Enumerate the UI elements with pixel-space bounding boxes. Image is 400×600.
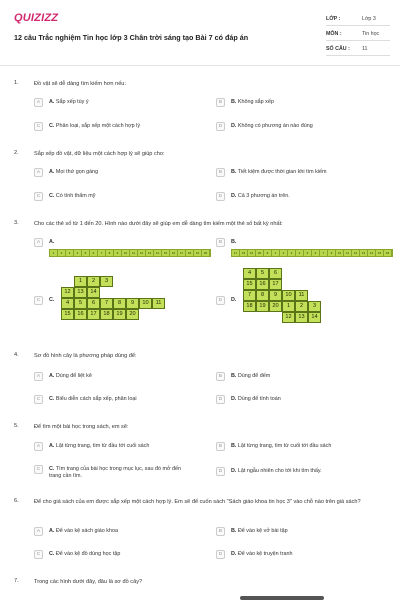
- question-text: Cho các thẻ số từ 1 đến 20. Hình nào dưới đây sẽ giúp em dễ dàng tìm kiếm một thẻ số bất kỳ nhất:: [34, 221, 283, 227]
- number-card: 17: [178, 250, 186, 256]
- option-label: A.: [49, 528, 55, 534]
- number-card: 14: [308, 312, 321, 323]
- option-label: D.: [231, 193, 237, 199]
- number-card: 9: [114, 250, 122, 256]
- worksheet-header: [0, 0, 400, 66]
- option-label: B.: [231, 443, 237, 449]
- option-letter: B: [216, 372, 225, 381]
- number-card: 1: [282, 301, 295, 312]
- meta-divider: [326, 55, 390, 56]
- number-card: 19: [256, 301, 269, 312]
- option-letter: C: [34, 395, 43, 404]
- meta-count-value: 11: [362, 46, 368, 52]
- option-label: A.: [49, 169, 55, 175]
- number-card: 19: [113, 309, 126, 320]
- number-card: 5: [256, 268, 269, 279]
- option-label: C.: [49, 396, 55, 402]
- number-card: 17: [87, 309, 100, 320]
- number-card: 19: [194, 250, 202, 256]
- number-card: 11: [295, 290, 308, 301]
- option-label: D.: [231, 396, 237, 402]
- option-text: Dùng để liệt kê: [55, 373, 92, 379]
- option-letter: C: [34, 296, 43, 305]
- option-text: Không sắp xếp: [237, 99, 274, 105]
- number-card: 20: [256, 250, 264, 256]
- option-text: Dùng để tính toán: [237, 396, 281, 402]
- option-letter: B: [216, 168, 225, 177]
- number-card: 1: [272, 250, 280, 256]
- option-letter: C: [34, 192, 43, 201]
- number-card: 20: [269, 301, 282, 312]
- number-card: 3: [288, 250, 296, 256]
- number-card: 16: [170, 250, 178, 256]
- number-card: 18: [384, 250, 392, 256]
- question-text: Để cho giá sách của em được sắp xếp một cách hợp lý. Em sẽ để cuốn sách "Sách giáo khoa tin học 3" vào chỗ nào trên giá sách?: [34, 499, 361, 505]
- number-card: 13: [74, 287, 87, 298]
- number-card: 14: [87, 287, 100, 298]
- option-text: Dùng để đếm: [237, 373, 271, 379]
- number-card: 15: [162, 250, 170, 256]
- option-letter: A: [34, 372, 43, 381]
- option-letter: C: [34, 122, 43, 131]
- number-card: 2: [87, 276, 100, 287]
- number-card: 18: [100, 309, 113, 320]
- number-card: 8: [256, 290, 269, 301]
- number-strip-mixed: [231, 249, 393, 257]
- option-letter: D: [216, 550, 225, 559]
- option-letter: A: [34, 98, 43, 107]
- option-text: Lật ngẫu nhiên cho tới khi tìm thấy.: [237, 468, 322, 474]
- option-label: C.: [49, 551, 55, 557]
- number-card: 7: [100, 298, 113, 309]
- number-card: 17: [269, 279, 282, 290]
- number-card: 12: [352, 250, 360, 256]
- number-card: 12: [282, 312, 295, 323]
- number-card: 13: [146, 250, 154, 256]
- number-card: 12: [61, 287, 74, 298]
- option-label: C.: [49, 123, 55, 129]
- option-letter: D: [216, 192, 225, 201]
- meta-divider: [326, 25, 390, 26]
- option-label: D.: [231, 297, 237, 303]
- number-card: 20: [202, 250, 210, 256]
- number-card: 5: [74, 298, 87, 309]
- option-text: Mọi thứ gọn gàng: [55, 169, 99, 175]
- option-label: C.: [49, 193, 55, 199]
- number-card: 7: [243, 290, 256, 301]
- number-card: 11: [344, 250, 352, 256]
- number-card: 15: [61, 309, 74, 320]
- number-card: 1: [50, 250, 58, 256]
- scrollbar-thumb[interactable]: [240, 596, 324, 600]
- question-text: Sơ đồ hình cây là phương pháp dùng để:: [34, 353, 137, 359]
- option-label: B.: [231, 99, 237, 105]
- meta-divider: [326, 40, 390, 41]
- option-label: D.: [231, 551, 237, 557]
- option-text: Lật từng trang, tìm từ đầu tới cuối sách: [55, 443, 150, 449]
- number-card: 3: [66, 250, 74, 256]
- meta-class-key: LỚP :: [326, 16, 341, 22]
- option-letter: D: [216, 122, 225, 131]
- number-card: 8: [113, 298, 126, 309]
- option-letter: C: [34, 465, 43, 474]
- option-letter: A: [34, 168, 43, 177]
- number-card: 10: [122, 250, 130, 256]
- option-label: A.: [49, 99, 55, 105]
- option-text: Biểu diễn cách sắp xếp, phân loại: [55, 396, 137, 402]
- number-card: 16: [248, 250, 256, 256]
- option-label: D.: [231, 123, 237, 129]
- number-card: 4: [296, 250, 304, 256]
- option-label: A.: [49, 373, 55, 379]
- number-card: 6: [87, 298, 100, 309]
- question-number: 1.: [14, 80, 19, 86]
- option-text: Lật từng trang, tìm từ cuối tới đầu sách: [237, 443, 332, 449]
- question-number: 5.: [14, 423, 19, 429]
- question-number: 2.: [14, 150, 19, 156]
- number-card: 10: [139, 298, 152, 309]
- number-card: 8: [106, 250, 114, 256]
- number-card: 5: [82, 250, 90, 256]
- number-card: 13: [360, 250, 368, 256]
- option-text: Tìm trang của bài học trong mục lục, sau đó mở đến trang cần tìm.: [49, 466, 181, 479]
- number-card: 5: [304, 250, 312, 256]
- number-card: 9: [126, 298, 139, 309]
- option-label: A.: [49, 239, 55, 245]
- question-text: Đồ vật sẽ dễ dàng tìm kiếm hơn nếu:: [34, 81, 126, 87]
- option-text: Không có phương án nào đúng: [237, 123, 313, 129]
- number-card: 1: [74, 276, 87, 287]
- number-card: 10: [282, 290, 295, 301]
- number-card: 18: [243, 301, 256, 312]
- number-card: 10: [336, 250, 344, 256]
- question-number: 4.: [14, 352, 19, 358]
- number-card: 3: [100, 276, 113, 287]
- option-text: Sắp xếp tùy ý: [55, 99, 89, 105]
- option-text: Để vào kệ truyện tranh: [237, 551, 293, 557]
- number-card: 7: [98, 250, 106, 256]
- number-card: 3: [308, 301, 321, 312]
- option-letter: B: [216, 442, 225, 451]
- number-card: 14: [154, 250, 162, 256]
- worksheet-title: 12 câu Trắc nghiệm Tin học lớp 3 Chân trời sáng tạo Bài 7 có đáp án: [14, 33, 249, 42]
- number-card: 15: [243, 279, 256, 290]
- number-card: 12: [138, 250, 146, 256]
- number-card: 6: [312, 250, 320, 256]
- question-number: 6.: [14, 498, 19, 504]
- option-letter: A: [34, 527, 43, 536]
- meta-class-value: Lớp 3: [362, 16, 376, 22]
- number-card: 18: [186, 250, 194, 256]
- option-letter: B: [216, 98, 225, 107]
- number-card: 4: [243, 268, 256, 279]
- quizizz-logo: QUIZIZZ: [14, 12, 59, 24]
- option-label: A.: [49, 443, 55, 449]
- option-text: Có tính thẩm mỹ: [55, 193, 96, 199]
- option-label: B.: [231, 528, 237, 534]
- option-label: C.: [49, 297, 55, 303]
- option-text: Phân loại, sắp xếp một cách hợp lý: [55, 123, 141, 129]
- meta-subject-key: MÔN :: [326, 31, 342, 37]
- question-text: Sắp xếp đồ vật, dữ liệu một cách hợp lý sẽ giúp cho:: [34, 151, 165, 157]
- number-card: 9: [328, 250, 336, 256]
- option-text: Để vào kệ vở bài tập: [237, 528, 288, 534]
- number-card: 20: [126, 309, 139, 320]
- number-card: 15: [376, 250, 384, 256]
- number-card: 7: [320, 250, 328, 256]
- option-letter: A: [34, 442, 43, 451]
- number-card: 13: [295, 312, 308, 323]
- question-number: 7.: [14, 578, 19, 584]
- option-letter: C: [34, 550, 43, 559]
- option-text: Cả 3 phương án trên.: [237, 193, 290, 199]
- option-label: B.: [231, 239, 237, 245]
- option-label: B.: [231, 373, 237, 379]
- number-card: 8: [264, 250, 272, 256]
- option-text: Để vào kệ sách giáo khoa: [55, 528, 118, 534]
- option-label: B.: [231, 169, 237, 175]
- number-card: 2: [280, 250, 288, 256]
- number-card: 16: [256, 279, 269, 290]
- question-number: 3.: [14, 220, 19, 226]
- number-card: 17: [232, 250, 240, 256]
- number-card: 2: [295, 301, 308, 312]
- option-letter: B: [216, 238, 225, 247]
- option-letter: D: [216, 467, 225, 476]
- option-label: D.: [231, 468, 237, 474]
- number-card: 2: [58, 250, 66, 256]
- question-text: Trong các hình dưới đây, đâu là sơ đồ cây?: [34, 579, 143, 585]
- number-card: 16: [74, 309, 87, 320]
- option-letter: A: [34, 238, 43, 247]
- option-letter: D: [216, 296, 225, 305]
- number-card: 11: [152, 298, 165, 309]
- number-card: 4: [74, 250, 82, 256]
- number-strip-sorted: [49, 249, 211, 257]
- meta-count-key: SỐ CÂU :: [326, 46, 350, 52]
- option-letter: D: [216, 395, 225, 404]
- option-label: C.: [49, 466, 55, 472]
- number-card: 9: [269, 290, 282, 301]
- number-card: 6: [90, 250, 98, 256]
- number-card: 14: [368, 250, 376, 256]
- number-card: 6: [269, 268, 282, 279]
- question-text: Để tìm một bài học trong sách, em sẽ:: [34, 424, 129, 430]
- number-card: 11: [130, 250, 138, 256]
- meta-subject-value: Tin học: [362, 31, 380, 37]
- option-text: Tiết kiệm được thời gian khi tìm kiếm: [237, 169, 327, 175]
- number-card: 19: [240, 250, 248, 256]
- number-card: 4: [61, 298, 74, 309]
- option-letter: B: [216, 527, 225, 536]
- option-text: Để vào kệ đồ dùng học tập: [55, 551, 121, 557]
